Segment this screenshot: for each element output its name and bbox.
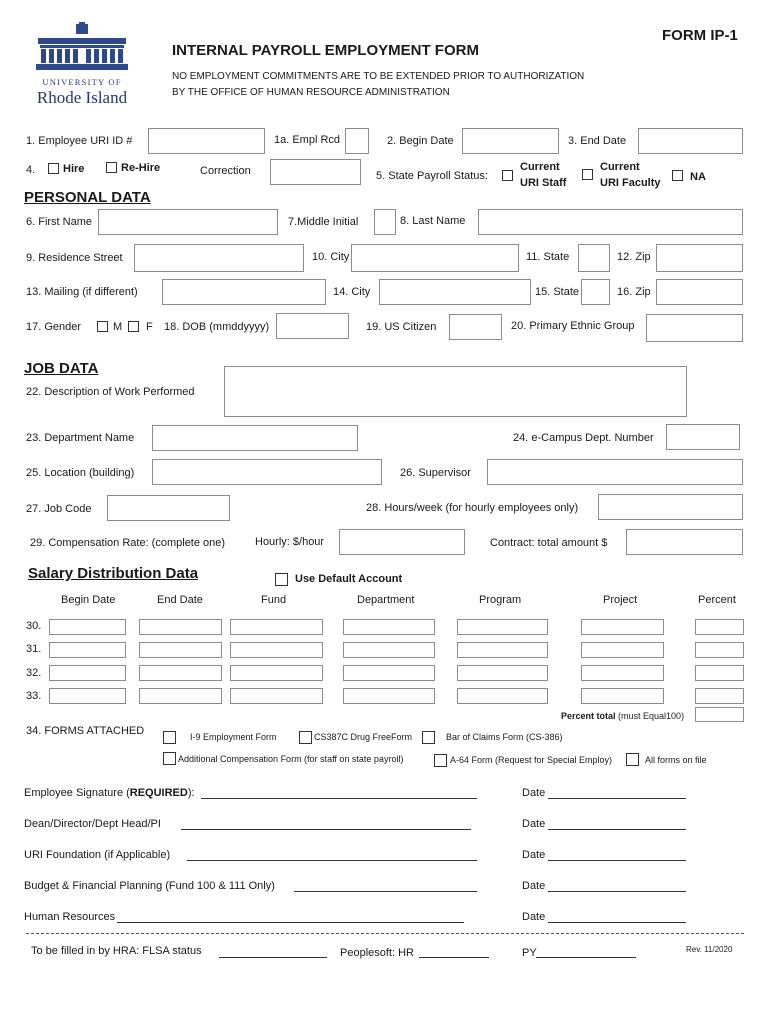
ecampus-label: 24. e-Campus Dept. Number	[513, 432, 654, 444]
cs387c-checkbox[interactable]	[299, 731, 312, 744]
gender-f-label: F	[146, 321, 153, 333]
percent-total-note: (must Equal100)	[618, 711, 685, 721]
end-date-label: 3. End Date	[568, 135, 627, 147]
i9-label: I-9 Employment Form	[190, 732, 277, 742]
city-field[interactable]	[351, 244, 519, 272]
us-citizen-field[interactable]	[449, 314, 502, 340]
rehire-label: Re-Hire	[121, 162, 161, 174]
revision-label: Rev. 11/2020	[686, 945, 733, 954]
employee-signature-prefix: Employee Signature (	[24, 787, 130, 799]
addl-comp-checkbox[interactable]	[163, 752, 176, 765]
dean-signature-line[interactable]	[181, 829, 471, 830]
job-code-label: 27. Job Code	[26, 503, 92, 515]
comp-rate-label: 29. Compensation Rate: (complete one)	[30, 537, 226, 549]
employee-id-field[interactable]	[148, 128, 265, 154]
row4-number: 4.	[26, 164, 36, 176]
first-name-label: 6. First Name	[26, 216, 93, 228]
percent-total-field[interactable]	[695, 707, 744, 722]
cs387c-label: CS387C Drug FreeForm	[314, 732, 413, 742]
last-name-label: 8. Last Name	[400, 215, 466, 227]
employee-signature-line[interactable]	[201, 798, 477, 799]
col-project: Project	[603, 594, 638, 606]
na-checkbox[interactable]	[672, 170, 683, 181]
city2-label: 14. City	[333, 286, 371, 298]
supervisor-label: 26. Supervisor	[400, 467, 471, 479]
salary-department-field[interactable]	[343, 688, 435, 704]
budget-label: Budget & Financial Planning (Fund 100 & 111 Only)	[24, 880, 275, 892]
dean-date-line[interactable]	[548, 829, 686, 830]
gender-m-label: M	[113, 321, 123, 333]
budget-signature-line[interactable]	[294, 891, 477, 892]
employee-signature-required: REQUIRED	[129, 787, 188, 799]
salary-department-field[interactable]	[343, 619, 435, 635]
default-account-label: Use Default Account	[295, 573, 403, 585]
salary-project-field[interactable]	[581, 688, 664, 704]
hourly-field[interactable]	[339, 529, 465, 555]
logo-rhode-island: Rhode Island	[36, 88, 128, 107]
salary-row-number: 33.	[26, 690, 42, 702]
employee-signature-label	[24, 787, 195, 799]
peoplesoft-label: Peoplesoft: HR	[340, 947, 414, 959]
uri-building-icon	[36, 22, 128, 74]
foundation-signature-line[interactable]	[187, 860, 477, 861]
supervisor-field[interactable]	[487, 459, 743, 485]
py-line[interactable]	[536, 957, 636, 958]
dean-date-label: Date	[522, 818, 546, 830]
employee-id-label: 1. Employee URI ID #	[26, 135, 133, 147]
gender-m-checkbox[interactable]	[97, 321, 108, 332]
gender-f-checkbox[interactable]	[128, 321, 139, 332]
dean-label: Dean/Director/Dept Head/PI	[24, 818, 161, 830]
middle-initial-label: 7.Middle Initial	[288, 216, 359, 228]
state2-label: 15. State	[535, 286, 580, 298]
contract-label: Contract: total amount $	[490, 537, 608, 549]
default-account-checkbox[interactable]	[275, 573, 288, 586]
salary-end-date-field[interactable]	[139, 642, 222, 658]
form-title: INTERNAL PAYROLL EMPLOYMENT FORM	[172, 42, 479, 59]
hr-signature-line[interactable]	[117, 922, 464, 923]
mailing-label: 13. Mailing (if different)	[26, 286, 138, 298]
hr-label: Human Resources	[24, 911, 116, 923]
first-name-field[interactable]	[98, 209, 278, 235]
current-label-1: Current	[520, 161, 560, 173]
na-label: NA	[690, 171, 706, 183]
location-label: 25. Location (building)	[26, 467, 135, 479]
location-field[interactable]	[152, 459, 382, 485]
city-label: 10. City	[312, 251, 350, 263]
salary-end-date-field[interactable]	[139, 688, 222, 704]
salary-fund-field[interactable]	[230, 665, 323, 681]
logo-university-of: UNIVERSITY OF	[42, 77, 122, 87]
contract-field[interactable]	[626, 529, 743, 555]
empl-rcd-field[interactable]	[345, 128, 369, 154]
budget-date-label: Date	[522, 880, 546, 892]
claims-label: Bar of Claims Form (CS-386)	[446, 732, 563, 742]
col-begin-date: Begin Date	[61, 594, 116, 606]
authorization-notice-2: BY THE OFFICE OF HUMAN RESOURCE ADMINISTRATION	[172, 87, 450, 98]
ecampus-field[interactable]	[666, 424, 740, 450]
rehire-checkbox[interactable]	[106, 162, 117, 173]
salary-begin-date-field[interactable]	[49, 619, 126, 635]
salary-program-field[interactable]	[457, 642, 548, 658]
middle-initial-field[interactable]	[374, 209, 396, 235]
city2-field[interactable]	[379, 279, 531, 305]
all-forms-checkbox[interactable]	[626, 753, 639, 766]
salary-department-field[interactable]	[343, 642, 435, 658]
residence-street-label: 9. Residence Street	[26, 252, 123, 264]
zip-label: 12. Zip	[617, 251, 651, 263]
ethnic-group-label: 20. Primary Ethnic Group	[511, 320, 635, 332]
budget-date-line[interactable]	[548, 891, 686, 892]
uri-faculty-label: URI Faculty	[600, 177, 661, 189]
job-code-field[interactable]	[107, 495, 230, 521]
hire-checkbox[interactable]	[48, 163, 59, 174]
salary-distribution-heading: Salary Distribution Data	[28, 565, 199, 582]
salary-percent-field[interactable]	[695, 642, 744, 658]
zip2-field[interactable]	[656, 279, 743, 305]
addl-comp-label: Additional Compensation Form (for staff on state payroll)	[178, 754, 404, 764]
salary-row-number: 30.	[26, 620, 42, 632]
footer-divider	[26, 933, 744, 934]
authorization-notice-1: NO EMPLOYMENT COMMITMENTS ARE TO BE EXTENDED PRIOR TO AUTHORIZATION	[172, 71, 585, 82]
salary-fund-field[interactable]	[230, 688, 323, 704]
salary-project-field[interactable]	[581, 642, 664, 658]
flsa-status-line[interactable]	[219, 957, 327, 958]
current-uri-faculty-checkbox[interactable]	[582, 169, 593, 180]
col-percent: Percent	[698, 594, 736, 606]
gender-label: 17. Gender	[26, 321, 82, 333]
begin-date-label: 2. Begin Date	[387, 135, 454, 147]
state2-field[interactable]	[581, 279, 610, 305]
salary-row-number: 31.	[26, 643, 42, 655]
uri-logo	[36, 22, 128, 108]
claims-checkbox[interactable]	[422, 731, 435, 744]
employee-date-line[interactable]	[548, 798, 686, 799]
us-citizen-label: 19. US Citizen	[366, 321, 437, 333]
salary-begin-date-field[interactable]	[49, 688, 126, 704]
peoplesoft-hr-line[interactable]	[419, 957, 489, 958]
hourly-label: Hourly: $/hour	[255, 536, 325, 548]
employee-signature-suffix: ):	[187, 787, 195, 799]
current-uri-staff-checkbox[interactable]	[502, 170, 513, 181]
salary-percent-field[interactable]	[695, 665, 744, 681]
salary-begin-date-field[interactable]	[49, 642, 126, 658]
salary-fund-field[interactable]	[230, 619, 323, 635]
foundation-date-line[interactable]	[548, 860, 686, 861]
empl-rcd-label: 1a. Empl Rcd	[274, 134, 341, 146]
a64-label: A-64 Form (Request for Special Employ)	[450, 755, 613, 765]
employee-date-label: Date	[522, 787, 546, 799]
work-description-field[interactable]	[224, 366, 687, 417]
salary-program-field[interactable]	[457, 688, 548, 704]
current-label-2: Current	[600, 161, 640, 173]
correction-field[interactable]	[270, 159, 361, 185]
foundation-label: URI Foundation (if Applicable)	[24, 849, 171, 861]
col-end-date: End Date	[157, 594, 203, 606]
zip2-label: 16. Zip	[617, 286, 651, 298]
salary-end-date-field[interactable]	[139, 619, 222, 635]
percent-total-text: Percent total	[561, 711, 616, 721]
dept-name-field[interactable]	[152, 425, 358, 451]
hours-week-field[interactable]	[598, 494, 743, 520]
end-date-field[interactable]	[638, 128, 743, 154]
i9-checkbox[interactable]	[163, 731, 176, 744]
salary-fund-field[interactable]	[230, 642, 323, 658]
percent-total-label	[561, 711, 684, 721]
dob-label: 18. DOB (mmddyyyy)	[164, 321, 270, 333]
col-program: Program	[479, 594, 522, 606]
state-field[interactable]	[578, 244, 610, 272]
py-label: PY	[522, 947, 537, 959]
hr-date-line[interactable]	[548, 922, 686, 923]
salary-project-field[interactable]	[581, 665, 664, 681]
begin-date-field[interactable]	[462, 128, 559, 154]
residence-street-field[interactable]	[134, 244, 304, 272]
zip-field[interactable]	[656, 244, 743, 272]
salary-percent-field[interactable]	[695, 688, 744, 704]
correction-label: Correction	[200, 165, 251, 177]
personal-data-heading: PERSONAL DATA	[24, 189, 151, 206]
salary-end-date-field[interactable]	[139, 665, 222, 681]
hr-date-label: Date	[522, 911, 546, 923]
hours-week-label: 28. Hours/week (for hourly employees only)	[366, 502, 579, 514]
work-description-label: 22. Description of Work Performed	[26, 386, 195, 398]
state-label: 11. State	[526, 251, 570, 263]
ethnic-group-field[interactable]	[646, 314, 743, 342]
salary-program-field[interactable]	[457, 619, 548, 635]
mailing-field[interactable]	[162, 279, 326, 305]
col-fund: Fund	[261, 594, 287, 606]
foundation-date-label: Date	[522, 849, 546, 861]
col-department: Department	[357, 594, 415, 606]
last-name-field[interactable]	[478, 209, 743, 235]
form-id: FORM IP-1	[662, 27, 738, 44]
salary-project-field[interactable]	[581, 619, 664, 635]
dept-name-label: 23. Department Name	[26, 432, 135, 444]
salary-begin-date-field[interactable]	[49, 665, 126, 681]
state-payroll-label: 5. State Payroll Status:	[376, 170, 488, 182]
hra-flsa-label: To be filled in by HRA: FLSA status	[31, 945, 202, 957]
salary-program-field[interactable]	[457, 665, 548, 681]
uri-staff-label: URI Staff	[520, 177, 567, 189]
forms-attached-label: 34. FORMS ATTACHED	[26, 725, 145, 737]
job-data-heading: JOB DATA	[24, 360, 99, 377]
salary-department-field[interactable]	[343, 665, 435, 681]
salary-row-number: 32.	[26, 667, 42, 679]
all-forms-label: All forms on file	[645, 755, 707, 765]
dob-field[interactable]	[276, 313, 349, 339]
salary-percent-field[interactable]	[695, 619, 744, 635]
a64-checkbox[interactable]	[434, 754, 447, 767]
hire-label: Hire	[63, 163, 85, 175]
